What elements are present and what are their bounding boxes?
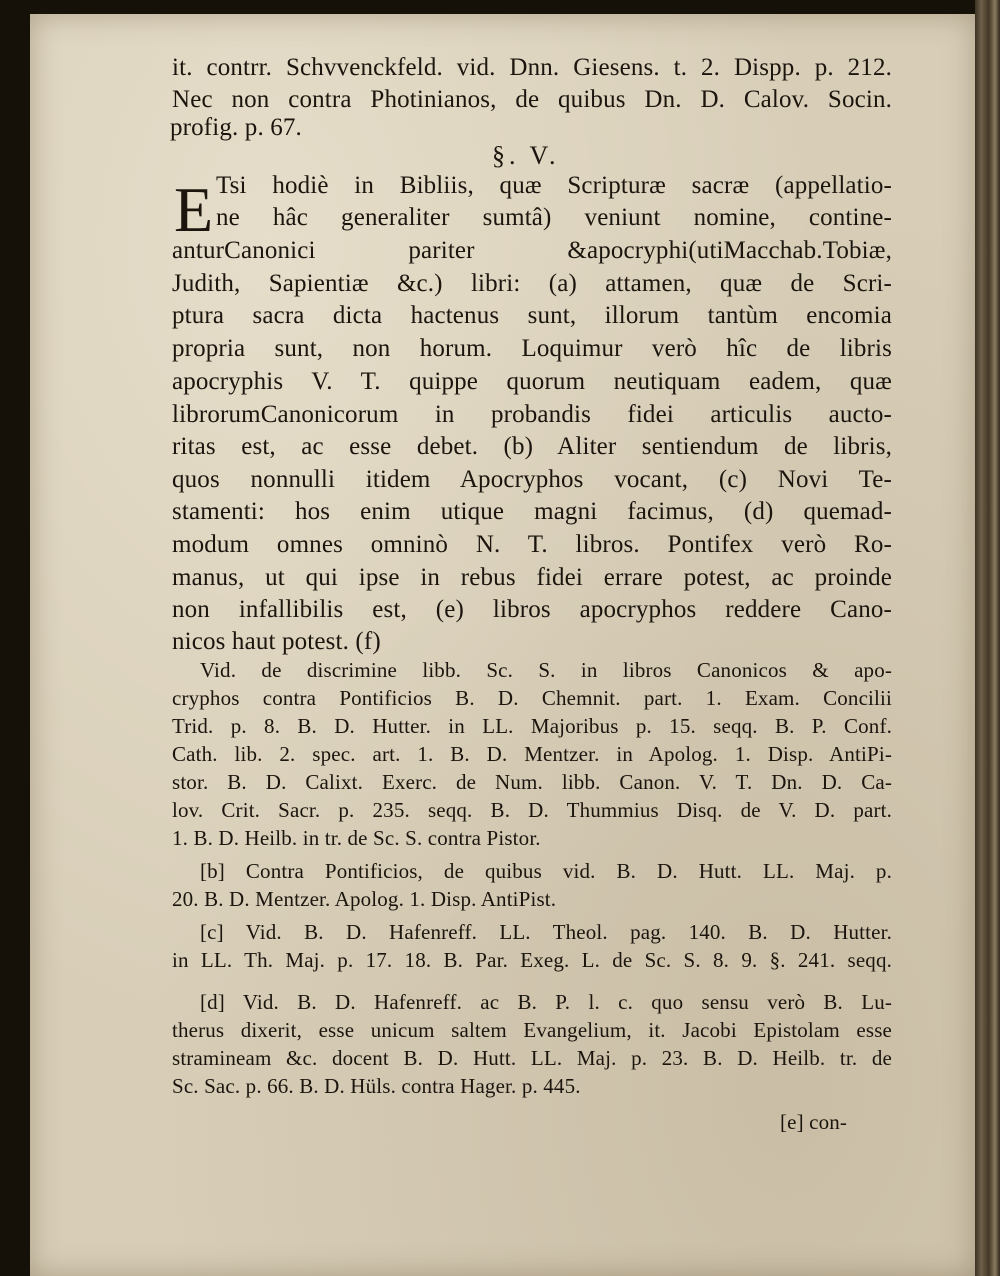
footnote-line: therus dixerit, esse unicum saltem Evangelium, it. Jacobi Epistolam esse xyxy=(172,1018,892,1042)
footnote-line: [b] Contra Pontificios, de quibus vid. B. D. Hutt. LL. Maj. p. xyxy=(200,859,892,883)
text-line: it. contrr. Schvvenckfeld. vid. Dnn. Giesens. t. 2. Dispp. p. 212. xyxy=(172,54,892,81)
body-line: anturCanonici pariter &apocryphi(utiMacchab.Tobiæ, xyxy=(172,237,892,264)
footnote-line: in LL. Th. Maj. p. 17. 18. B. Par. Exeg. L. de Sc. S. 8. 9. §. 241. seqq. xyxy=(172,948,892,972)
body-line: quos nonnulli itidem Apocryphos vocant, (c) Novi Te- xyxy=(172,466,892,493)
body-line: ritas est, ac esse debet. (b) Aliter sentiendum de libris, xyxy=(172,433,892,460)
footnote-line: [c] Vid. B. D. Hafenreff. LL. Theol. pag. 140. B. D. Hutter. xyxy=(200,920,892,944)
section-heading: §. V. xyxy=(492,141,560,170)
footnote-line: 20. B. D. Mentzer. Apolog. 1. Disp. AntiPist. xyxy=(172,887,557,911)
body-line: Tsi hodiè in Bibliis, quæ Scripturæ sacræ (appellatio- xyxy=(216,172,892,199)
body-line: stamenti: hos enim utique magni facimus, (d) quemad- xyxy=(172,498,892,525)
footnote-line: [d] Vid. B. D. Hafenreff. ac B. P. l. c. quo sensu verò B. Lu- xyxy=(200,990,892,1014)
footnote-line: Cath. lib. 2. spec. art. 1. B. D. Mentzer. in Apolog. 1. Disp. AntiPi- xyxy=(172,742,892,766)
body-line: librorumCanonicorum in probandis fidei articulis aucto- xyxy=(172,401,892,428)
body-line: ne hâc generaliter sumtâ) veniunt nomine, contine- xyxy=(216,204,892,231)
footnote-line: stor. B. D. Calixt. Exerc. de Num. libb. Canon. V. T. Dn. D. Ca- xyxy=(172,770,892,794)
body-line: manus, ut qui ipse in rebus fidei errare potest, ac proinde xyxy=(172,564,892,591)
footnote-line: Sc. Sac. p. 66. B. D. Hüls. contra Hager. p. 445. xyxy=(172,1074,581,1098)
body-line: apocryphis V. T. quippe quorum neutiquam eadem, quæ xyxy=(172,368,892,395)
footnote-line: cryphos contra Pontificios B. D. Chemnit. part. 1. Exam. Concilii xyxy=(172,686,892,710)
body-line: Judith, Sapientiæ &c.) libri: (a) attamen, quæ de Scri- xyxy=(172,270,892,297)
text-line: Nec non contra Photinianos, de quibus Dn. D. Calov. Socin. xyxy=(172,86,892,113)
footnote-line: 1. B. D. Heilb. in tr. de Sc. S. contra Pistor. xyxy=(172,826,541,850)
catchword: [e] con- xyxy=(780,1110,848,1134)
adjacent-page-edge xyxy=(975,0,1000,1276)
footnote-line: Trid. p. 8. B. D. Hutter. in LL. Majoribus p. 15. seqq. B. P. Conf. xyxy=(172,714,892,738)
book-page xyxy=(30,14,975,1276)
footnote-line: lov. Crit. Sacr. p. 235. seqq. B. D. Thummius Disq. de V. D. part. xyxy=(172,798,892,822)
footnote-line: stramineam &c. docent B. D. Hutt. LL. Maj. p. 23. B. D. Heilb. tr. de xyxy=(172,1046,892,1070)
body-line: nicos haut potest. (f) xyxy=(172,628,381,655)
body-line: ptura sacra dicta hactenus sunt, illorum tantùm encomia xyxy=(172,302,892,329)
drop-cap: E xyxy=(174,174,214,245)
body-line: modum omnes omninò N. T. libros. Pontifex verò Ro- xyxy=(172,531,892,558)
body-line: propria sunt, non horum. Loquimur verò hîc de libris xyxy=(172,335,892,362)
footnote-line: Vid. de discrimine libb. Sc. S. in libros Canonicos & apo- xyxy=(200,658,892,682)
body-line: non infallibilis est, (e) libros apocryphos reddere Cano- xyxy=(172,596,892,623)
text-line: profig. p. 67. xyxy=(170,114,302,141)
